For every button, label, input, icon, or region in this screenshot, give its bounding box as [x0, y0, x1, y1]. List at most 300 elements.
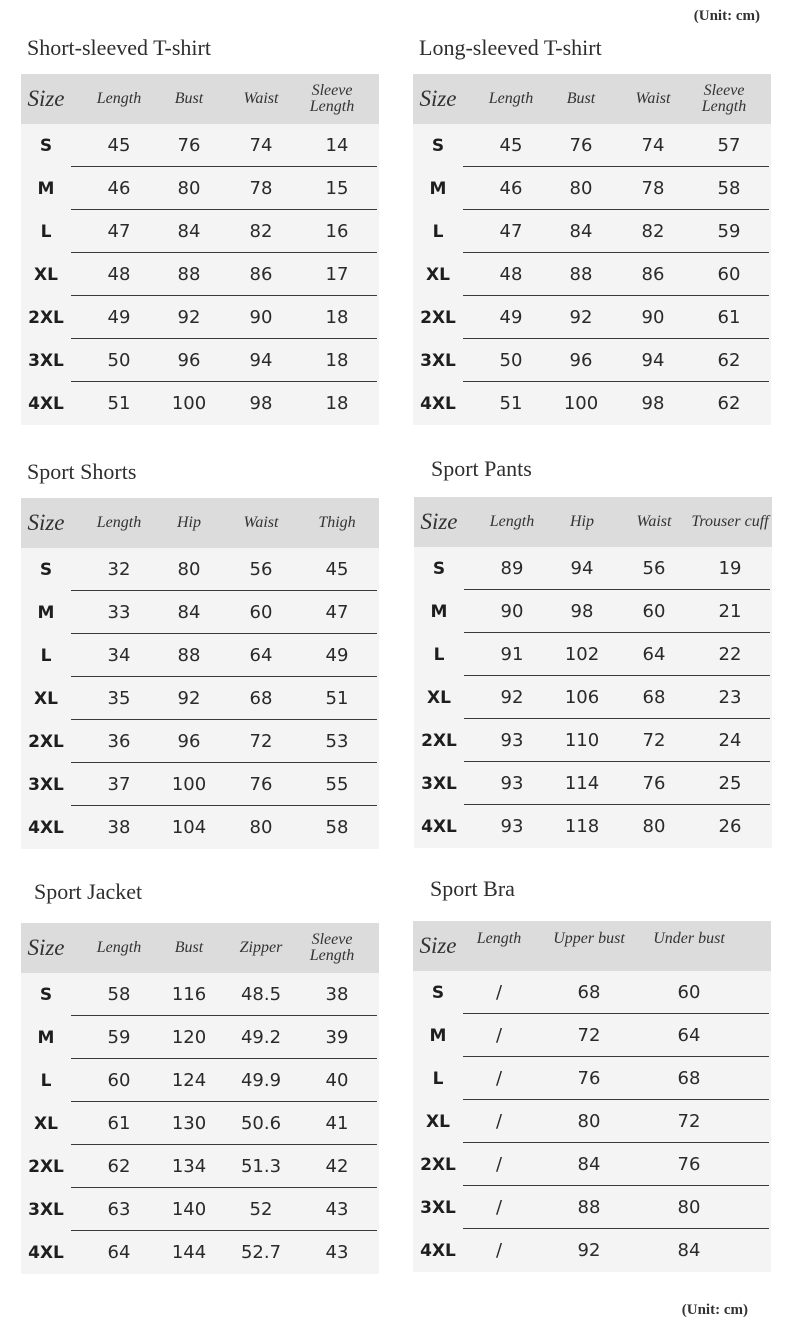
size-table: [21, 923, 379, 1274]
table-cell: 61: [107, 1113, 131, 1134]
size-cell: 2XL: [28, 1156, 64, 1177]
table-cell: 43: [325, 1242, 349, 1263]
table-cell: 91: [500, 644, 524, 665]
table-cell: /: [495, 1111, 503, 1132]
table-row: [414, 762, 772, 805]
table-cell: 38: [107, 817, 131, 838]
table-cell: 56: [642, 558, 666, 579]
table-cell: 52.7: [240, 1242, 282, 1263]
table-row: [413, 971, 771, 1014]
table-cell: 130: [171, 1113, 207, 1134]
header-cell: Hip: [177, 514, 201, 531]
size-cell: M: [429, 178, 447, 199]
table-cell: 49: [325, 645, 349, 666]
table-cell: 96: [177, 731, 201, 752]
size-cell: 3XL: [28, 774, 64, 795]
table-row: [413, 1186, 771, 1229]
size-cell: XL: [34, 688, 58, 709]
table-cell: 60: [107, 1070, 131, 1091]
table-cell: /: [495, 1154, 503, 1175]
table-cell: 58: [717, 178, 741, 199]
table-row: [414, 547, 772, 590]
table-cell: 80: [569, 178, 593, 199]
table-cell: 80: [677, 1197, 701, 1218]
table-cell: /: [495, 1197, 503, 1218]
table-row: [21, 973, 379, 1016]
table-row: [413, 1057, 771, 1100]
table-row: [21, 806, 379, 849]
table-cell: 76: [577, 1068, 601, 1089]
table-cell: 62: [717, 393, 741, 414]
table-row: [21, 339, 379, 382]
unit-label-top: (Unit: cm): [693, 8, 760, 24]
size-cell: 3XL: [28, 1199, 64, 1220]
table-cell: 26: [718, 816, 742, 837]
header-cell: Length: [489, 513, 535, 530]
header-cell: Size: [27, 86, 65, 111]
table-cell: 92: [569, 307, 593, 328]
table-header: [21, 74, 379, 124]
size-cell: M: [430, 601, 448, 622]
table-cell: 64: [642, 644, 666, 665]
table-header: [21, 498, 379, 548]
size-cell: XL: [426, 264, 450, 285]
table-cell: 118: [564, 816, 600, 837]
size-cell: L: [432, 221, 444, 242]
table-cell: 90: [249, 307, 273, 328]
table-cell: 78: [641, 178, 665, 199]
size-cell: L: [40, 645, 52, 666]
table-cell: 60: [717, 264, 741, 285]
table-row: [413, 1014, 771, 1057]
header-cell: Length: [96, 939, 142, 956]
header-cell: Length: [96, 514, 142, 531]
header-cell: Upper bust: [553, 930, 625, 947]
table-cell: 110: [564, 730, 600, 751]
table-row: [21, 677, 379, 720]
table-row: [414, 805, 772, 848]
size-cell: 4XL: [421, 816, 457, 837]
table-row: [21, 1016, 379, 1059]
table-cell: 92: [177, 688, 201, 709]
section-title: Sport Bra: [430, 876, 515, 901]
table-cell: 14: [325, 135, 349, 156]
section-title: Sport Jacket: [34, 879, 143, 904]
size-cell: 3XL: [420, 350, 456, 371]
table-cell: 104: [171, 817, 207, 838]
table-row: [413, 167, 771, 210]
table-cell: 45: [499, 135, 523, 156]
table-row: [21, 763, 379, 806]
table-cell: 100: [563, 393, 599, 414]
table-header: [413, 921, 771, 971]
header-cell: Length: [488, 90, 534, 107]
table-cell: 39: [325, 1027, 349, 1048]
size-cell: L: [40, 221, 52, 242]
header-cell: Waist: [635, 90, 671, 107]
table-cell: 36: [107, 731, 131, 752]
table-cell: 94: [249, 350, 273, 371]
header-cell: Bust: [174, 939, 204, 956]
section-title: Sport Shorts: [27, 459, 137, 484]
table-cell: 40: [325, 1070, 349, 1091]
table-cell: 82: [641, 221, 665, 242]
table-cell: 68: [249, 688, 273, 709]
table-cell: 80: [177, 559, 201, 580]
table-cell: 35: [107, 688, 131, 709]
table-cell: 84: [177, 602, 201, 623]
table-cell: 21: [718, 601, 742, 622]
table-cell: 47: [107, 221, 131, 242]
size-cell: S: [39, 135, 53, 156]
table-cell: 86: [249, 264, 273, 285]
table-cell: 90: [500, 601, 524, 622]
size-cell: L: [433, 644, 445, 665]
table-row: [21, 1188, 379, 1231]
table-cell: 84: [677, 1240, 701, 1261]
size-cell: L: [40, 1070, 52, 1091]
table-cell: 76: [177, 135, 201, 156]
table-cell: 94: [570, 558, 594, 579]
size-cell: S: [39, 559, 53, 580]
table-cell: 144: [171, 1242, 207, 1263]
table-cell: 51: [499, 393, 523, 414]
table-cell: 100: [171, 393, 207, 414]
table-cell: 62: [717, 350, 741, 371]
table-cell: 23: [718, 687, 742, 708]
header-cell: Trouser cuff: [691, 513, 769, 530]
table-cell: 38: [325, 984, 349, 1005]
table-cell: 68: [677, 1068, 701, 1089]
table-cell: 48: [499, 264, 523, 285]
table-cell: 88: [577, 1197, 601, 1218]
table-row: [21, 634, 379, 677]
table-cell: 51.3: [240, 1156, 282, 1177]
table-cell: 33: [107, 602, 131, 623]
size-cell: M: [37, 178, 55, 199]
size-cell: S: [432, 558, 446, 579]
table-cell: 46: [499, 178, 523, 199]
table-body: [413, 971, 771, 1272]
table-cell: 25: [718, 773, 742, 794]
size-table: [21, 498, 379, 849]
size-cell: M: [37, 602, 55, 623]
size-cell: 3XL: [28, 350, 64, 371]
table-cell: 42: [325, 1156, 349, 1177]
table-cell: 55: [325, 774, 349, 795]
header-cell: Bust: [566, 90, 596, 107]
table-cell: 15: [325, 178, 349, 199]
table-cell: 74: [249, 135, 273, 156]
table-cell: 51: [325, 688, 349, 709]
header-cell: Size: [419, 86, 457, 111]
table-cell: 120: [171, 1027, 207, 1048]
table-row: [413, 124, 771, 167]
table-cell: 41: [325, 1113, 349, 1134]
table-cell: 47: [325, 602, 349, 623]
header-cell: Length: [476, 930, 522, 947]
table-cell: 48: [107, 264, 131, 285]
table-row: [413, 1100, 771, 1143]
table-cell: 49: [107, 307, 131, 328]
table-cell: 100: [171, 774, 207, 795]
section-title: Short-sleeved T-shirt: [27, 35, 211, 60]
table-cell: 72: [249, 731, 273, 752]
table-row: [413, 296, 771, 339]
header-cell: Size: [420, 509, 458, 534]
table-cell: 37: [107, 774, 131, 795]
table-cell: 106: [564, 687, 600, 708]
table-cell: 80: [642, 816, 666, 837]
table-cell: 80: [249, 817, 273, 838]
size-cell: S: [431, 135, 445, 156]
size-cell: 4XL: [28, 393, 64, 414]
table-cell: 98: [570, 601, 594, 622]
table-cell: 92: [500, 687, 524, 708]
table-header: [414, 497, 772, 547]
size-table: [413, 921, 771, 1272]
size-cell: 4XL: [420, 1240, 456, 1261]
size-table: [414, 497, 772, 848]
size-cell: L: [432, 1068, 444, 1089]
header-cell: Sleeve Length: [701, 82, 747, 115]
header-cell: Sleeve Length: [309, 82, 355, 115]
table-row: [21, 382, 379, 425]
header-cell: Zipper: [239, 939, 283, 956]
size-cell: S: [39, 984, 53, 1005]
table-cell: 94: [641, 350, 665, 371]
table-row: [21, 124, 379, 167]
table-row: [413, 1143, 771, 1186]
table-cell: /: [495, 1240, 503, 1261]
table-cell: 49.9: [240, 1070, 282, 1091]
table-row: [21, 253, 379, 296]
table-header: [21, 923, 379, 973]
table-row: [414, 719, 772, 762]
table-cell: 93: [500, 816, 524, 837]
table-cell: 84: [569, 221, 593, 242]
table-cell: 59: [107, 1027, 131, 1048]
table-cell: 84: [177, 221, 201, 242]
table-cell: 60: [249, 602, 273, 623]
size-cell: 2XL: [28, 307, 64, 328]
table-row: [413, 1229, 771, 1272]
table-row: [21, 591, 379, 634]
table-cell: 18: [325, 307, 349, 328]
table-cell: 58: [107, 984, 131, 1005]
table-cell: 90: [641, 307, 665, 328]
table-cell: 72: [677, 1111, 701, 1132]
table-cell: 18: [325, 393, 349, 414]
header-cell: Hip: [570, 513, 594, 530]
table-row: [414, 590, 772, 633]
table-cell: 45: [107, 135, 131, 156]
table-cell: 72: [577, 1025, 601, 1046]
size-cell: XL: [34, 264, 58, 285]
table-cell: 47: [499, 221, 523, 242]
header-cell: Under bust: [653, 930, 725, 947]
size-cell: M: [429, 1025, 447, 1046]
table-cell: 74: [641, 135, 665, 156]
table-cell: 89: [500, 558, 524, 579]
size-cell: 3XL: [420, 1197, 456, 1218]
table-cell: 88: [177, 645, 201, 666]
table-cell: 45: [325, 559, 349, 580]
table-body: [21, 973, 379, 1274]
table-cell: 76: [677, 1154, 701, 1175]
table-cell: 102: [564, 644, 600, 665]
table-cell: 61: [717, 307, 741, 328]
section-title: Sport Pants: [431, 456, 532, 481]
table-row: [414, 676, 772, 719]
table-cell: 80: [177, 178, 201, 199]
table-row: [21, 1059, 379, 1102]
table-cell: 64: [107, 1242, 131, 1263]
table-cell: 57: [717, 135, 741, 156]
table-cell: 92: [577, 1240, 601, 1261]
header-cell: Size: [27, 935, 65, 960]
size-cell: 4XL: [28, 1242, 64, 1263]
table-row: [21, 548, 379, 591]
table-body: [21, 548, 379, 849]
table-cell: 60: [642, 601, 666, 622]
table-cell: 18: [325, 350, 349, 371]
size-cell: 4XL: [28, 817, 64, 838]
table-row: [413, 339, 771, 382]
table-body: [21, 124, 379, 425]
header-cell: Bust: [174, 90, 204, 107]
table-cell: 72: [642, 730, 666, 751]
header-cell: Waist: [243, 90, 279, 107]
size-cell: 2XL: [421, 730, 457, 751]
table-cell: 68: [577, 982, 601, 1003]
table-cell: 50: [107, 350, 131, 371]
size-cell: XL: [427, 687, 451, 708]
table-cell: 86: [641, 264, 665, 285]
table-cell: 88: [569, 264, 593, 285]
table-body: [414, 547, 772, 848]
size-cell: XL: [426, 1111, 450, 1132]
table-cell: 64: [677, 1025, 701, 1046]
header-cell: Waist: [243, 514, 279, 531]
table-cell: 34: [107, 645, 131, 666]
size-cell: 2XL: [420, 1154, 456, 1175]
table-row: [21, 720, 379, 763]
table-cell: 76: [642, 773, 666, 794]
table-cell: 56: [249, 559, 273, 580]
table-cell: 17: [325, 264, 349, 285]
table-cell: 82: [249, 221, 273, 242]
table-cell: 134: [171, 1156, 207, 1177]
table-cell: 98: [249, 393, 273, 414]
table-cell: 46: [107, 178, 131, 199]
table-cell: 78: [249, 178, 273, 199]
table-cell: 62: [107, 1156, 131, 1177]
table-cell: 93: [500, 730, 524, 751]
table-cell: 16: [325, 221, 349, 242]
size-table: [413, 74, 771, 425]
table-row: [21, 167, 379, 210]
table-cell: 19: [718, 558, 742, 579]
table-row: [413, 253, 771, 296]
table-cell: /: [495, 1025, 503, 1046]
table-cell: 51: [107, 393, 131, 414]
size-cell: 2XL: [28, 731, 64, 752]
table-cell: 96: [569, 350, 593, 371]
table-cell: 98: [641, 393, 665, 414]
size-cell: XL: [34, 1113, 58, 1134]
size-cell: 2XL: [420, 307, 456, 328]
table-cell: 114: [564, 773, 600, 794]
table-cell: 88: [177, 264, 201, 285]
table-cell: 53: [325, 731, 349, 752]
table-row: [414, 633, 772, 676]
header-cell: Thigh: [318, 514, 356, 531]
table-cell: 49.2: [240, 1027, 282, 1048]
size-table: [21, 74, 379, 425]
size-cell: 4XL: [420, 393, 456, 414]
table-cell: 63: [107, 1199, 131, 1220]
table-row: [413, 210, 771, 253]
table-row: [21, 1231, 379, 1274]
table-cell: 22: [718, 644, 742, 665]
size-cell: S: [431, 982, 445, 1003]
table-cell: 124: [171, 1070, 207, 1091]
table-cell: 76: [249, 774, 273, 795]
table-row: [413, 382, 771, 425]
table-cell: 96: [177, 350, 201, 371]
table-cell: /: [495, 982, 503, 1003]
table-cell: 43: [325, 1199, 349, 1220]
header-cell: Size: [419, 933, 457, 958]
section-title: Long-sleeved T-shirt: [419, 35, 602, 60]
table-row: [21, 1145, 379, 1188]
header-cell: Size: [27, 510, 65, 535]
table-cell: 52: [249, 1199, 273, 1220]
header-cell: Sleeve Length: [309, 931, 355, 964]
table-cell: 60: [677, 982, 701, 1003]
table-cell: 84: [577, 1154, 601, 1175]
table-cell: 32: [107, 559, 131, 580]
table-cell: 68: [642, 687, 666, 708]
table-cell: 116: [171, 984, 207, 1005]
table-cell: 93: [500, 773, 524, 794]
table-cell: 92: [177, 307, 201, 328]
table-cell: 24: [718, 730, 742, 751]
table-cell: 59: [717, 221, 741, 242]
table-cell: 140: [171, 1199, 207, 1220]
size-cell: 3XL: [421, 773, 457, 794]
table-header: [413, 74, 771, 124]
table-cell: 48.5: [240, 984, 282, 1005]
table-cell: 80: [577, 1111, 601, 1132]
header-cell: Length: [96, 90, 142, 107]
table-body: [413, 124, 771, 425]
table-row: [21, 296, 379, 339]
table-cell: 58: [325, 817, 349, 838]
table-cell: 50.6: [240, 1113, 282, 1134]
table-cell: 64: [249, 645, 273, 666]
table-cell: 49: [499, 307, 523, 328]
table-cell: 50: [499, 350, 523, 371]
table-cell: /: [495, 1068, 503, 1089]
table-row: [21, 1102, 379, 1145]
table-cell: 76: [569, 135, 593, 156]
table-row: [21, 210, 379, 253]
header-cell: Waist: [636, 513, 672, 530]
size-cell: M: [37, 1027, 55, 1048]
unit-label-bottom: (Unit: cm): [681, 1302, 748, 1318]
